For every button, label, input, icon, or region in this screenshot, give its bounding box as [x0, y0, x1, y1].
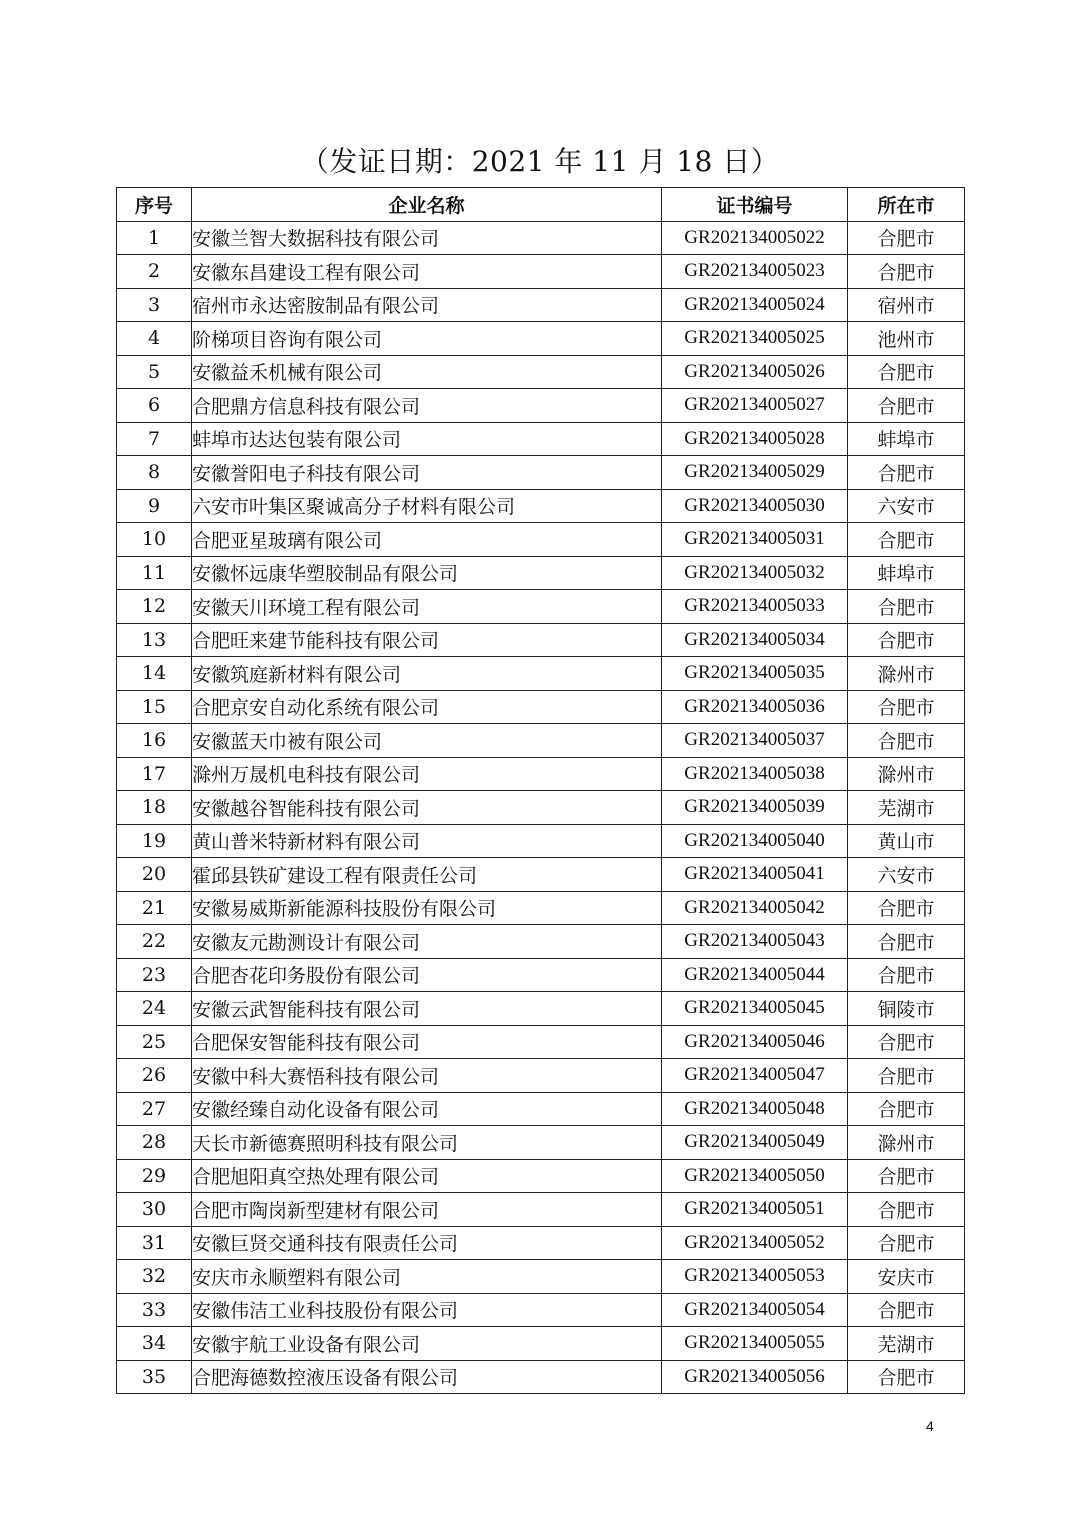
city-cell: 蚌埠市	[848, 422, 965, 456]
company-name-cell: 霍邱县铁矿建设工程有限责任公司	[192, 858, 662, 892]
table-row	[117, 690, 965, 724]
certificate-number-cell: GR202134005025	[662, 322, 848, 356]
table-row	[117, 288, 965, 322]
certificate-number-cell: GR202134005055	[662, 1327, 848, 1361]
company-name-cell: 合肥京安自动化系统有限公司	[192, 690, 662, 724]
serial-number-cell: 3	[117, 288, 192, 322]
company-name-cell: 安徽兰智大数据科技有限公司	[192, 221, 662, 255]
city-cell: 合肥市	[848, 1159, 965, 1193]
table-row	[117, 1260, 965, 1294]
serial-number-cell: 14	[117, 657, 192, 691]
serial-number-cell: 9	[117, 489, 192, 523]
table-row	[117, 1025, 965, 1059]
company-name-cell: 安徽益禾机械有限公司	[192, 355, 662, 389]
certificate-number-cell: GR202134005054	[662, 1293, 848, 1327]
serial-number-cell: 30	[117, 1193, 192, 1227]
company-name-cell: 安徽经臻自动化设备有限公司	[192, 1092, 662, 1126]
certificate-number-cell: GR202134005037	[662, 724, 848, 758]
certificate-number-cell: GR202134005044	[662, 958, 848, 992]
serial-number-cell: 17	[117, 757, 192, 791]
serial-number-cell: 35	[117, 1360, 192, 1394]
certificate-number-cell: GR202134005028	[662, 422, 848, 456]
serial-number-cell: 20	[117, 858, 192, 892]
city-cell: 合肥市	[848, 958, 965, 992]
serial-number-cell: 12	[117, 590, 192, 624]
city-cell: 六安市	[848, 858, 965, 892]
company-name-cell: 安徽筑庭新材料有限公司	[192, 657, 662, 691]
city-cell: 合肥市	[848, 355, 965, 389]
city-cell: 合肥市	[848, 1092, 965, 1126]
serial-number-cell: 31	[117, 1226, 192, 1260]
city-cell: 黄山市	[848, 824, 965, 858]
company-name-cell: 蚌埠市达达包装有限公司	[192, 422, 662, 456]
serial-number-cell: 15	[117, 690, 192, 724]
city-cell: 滁州市	[848, 1126, 965, 1160]
serial-number-cell: 6	[117, 389, 192, 423]
city-cell: 铜陵市	[848, 992, 965, 1026]
company-name-cell: 安徽云武智能科技有限公司	[192, 992, 662, 1026]
certificate-table	[116, 187, 965, 1394]
table-row	[117, 657, 965, 691]
table-row	[117, 456, 965, 490]
certificate-number-cell: GR202134005040	[662, 824, 848, 858]
certificate-number-cell: GR202134005041	[662, 858, 848, 892]
table-row	[117, 1092, 965, 1126]
serial-number-cell: 16	[117, 724, 192, 758]
city-cell: 合肥市	[848, 1193, 965, 1227]
company-name-cell: 安徽越谷智能科技有限公司	[192, 791, 662, 825]
company-name-cell: 安徽宇航工业设备有限公司	[192, 1327, 662, 1361]
table-row	[117, 958, 965, 992]
table-row	[117, 1193, 965, 1227]
company-name-cell: 天长市新德赛照明科技有限公司	[192, 1126, 662, 1160]
company-name-cell: 合肥旺来建节能科技有限公司	[192, 623, 662, 657]
page-number: 4	[926, 1418, 934, 1434]
serial-number-cell: 10	[117, 523, 192, 557]
table-row	[117, 389, 965, 423]
table-row	[117, 1327, 965, 1361]
city-cell: 合肥市	[848, 1293, 965, 1327]
table-row	[117, 992, 965, 1026]
company-name-cell: 合肥保安智能科技有限公司	[192, 1025, 662, 1059]
city-cell: 安庆市	[848, 1260, 965, 1294]
table-row	[117, 791, 965, 825]
serial-number-cell: 1	[117, 221, 192, 255]
certificate-number-cell: GR202134005048	[662, 1092, 848, 1126]
certificate-number-cell: GR202134005036	[662, 690, 848, 724]
company-name-cell: 合肥鼎方信息科技有限公司	[192, 389, 662, 423]
table-row	[117, 590, 965, 624]
company-name-cell: 安徽中科大赛悟科技有限公司	[192, 1059, 662, 1093]
company-name-cell: 安徽东昌建设工程有限公司	[192, 255, 662, 289]
serial-number-cell: 28	[117, 1126, 192, 1160]
city-cell: 六安市	[848, 489, 965, 523]
table-row	[117, 523, 965, 557]
city-cell: 宿州市	[848, 288, 965, 322]
serial-number-cell: 21	[117, 891, 192, 925]
certificate-number-cell: GR202134005030	[662, 489, 848, 523]
table-row	[117, 322, 965, 356]
company-name-cell: 安徽伟洁工业科技股份有限公司	[192, 1293, 662, 1327]
serial-number-cell: 2	[117, 255, 192, 289]
serial-number-cell: 22	[117, 925, 192, 959]
company-name-cell: 合肥亚星玻璃有限公司	[192, 523, 662, 557]
serial-number-cell: 29	[117, 1159, 192, 1193]
serial-number-cell: 5	[117, 355, 192, 389]
table-row	[117, 858, 965, 892]
city-cell: 合肥市	[848, 690, 965, 724]
city-cell: 合肥市	[848, 623, 965, 657]
certificate-number-cell: GR202134005022	[662, 221, 848, 255]
certificate-number-cell: GR202134005049	[662, 1126, 848, 1160]
table-row	[117, 1360, 965, 1394]
table-body	[117, 221, 965, 1394]
serial-number-cell: 4	[117, 322, 192, 356]
city-cell: 合肥市	[848, 221, 965, 255]
certificate-number-cell: GR202134005033	[662, 590, 848, 624]
table-row	[117, 422, 965, 456]
certificate-number-cell: GR202134005053	[662, 1260, 848, 1294]
certificate-number-cell: GR202134005045	[662, 992, 848, 1026]
certificate-number-cell: GR202134005038	[662, 757, 848, 791]
table-row	[117, 757, 965, 791]
table-row	[117, 1226, 965, 1260]
city-cell: 池州市	[848, 322, 965, 356]
serial-number-cell: 18	[117, 791, 192, 825]
serial-number-cell: 19	[117, 824, 192, 858]
city-cell: 滁州市	[848, 657, 965, 691]
header-city: 所在市	[848, 188, 965, 222]
table-row	[117, 724, 965, 758]
serial-number-cell: 26	[117, 1059, 192, 1093]
serial-number-cell: 33	[117, 1293, 192, 1327]
city-cell: 合肥市	[848, 925, 965, 959]
certificate-number-cell: GR202134005032	[662, 556, 848, 590]
table-row	[117, 1159, 965, 1193]
certificate-number-cell: GR202134005023	[662, 255, 848, 289]
header-serial-number: 序号	[117, 188, 192, 222]
certificate-number-cell: GR202134005034	[662, 623, 848, 657]
company-name-cell: 安徽友元勘测设计有限公司	[192, 925, 662, 959]
certificate-number-cell: GR202134005027	[662, 389, 848, 423]
city-cell: 芜湖市	[848, 791, 965, 825]
serial-number-cell: 23	[117, 958, 192, 992]
header-certificate-number: 证书编号	[662, 188, 848, 222]
serial-number-cell: 34	[117, 1327, 192, 1361]
city-cell: 合肥市	[848, 590, 965, 624]
table-row	[117, 1126, 965, 1160]
table-row	[117, 255, 965, 289]
company-name-cell: 安徽蓝天巾被有限公司	[192, 724, 662, 758]
city-cell: 合肥市	[848, 523, 965, 557]
page-title: （发证日期：2021 年 11 月 18 日）	[300, 145, 780, 178]
city-cell: 合肥市	[848, 1059, 965, 1093]
city-cell: 合肥市	[848, 724, 965, 758]
company-name-cell: 宿州市永达密胺制品有限公司	[192, 288, 662, 322]
serial-number-cell: 27	[117, 1092, 192, 1126]
company-name-cell: 合肥杏花印务股份有限公司	[192, 958, 662, 992]
serial-number-cell: 7	[117, 422, 192, 456]
certificate-number-cell: GR202134005031	[662, 523, 848, 557]
certificate-number-cell: GR202134005046	[662, 1025, 848, 1059]
table-row	[117, 623, 965, 657]
company-name-cell: 阶梯项目咨询有限公司	[192, 322, 662, 356]
certificate-number-cell: GR202134005047	[662, 1059, 848, 1093]
city-cell: 合肥市	[848, 389, 965, 423]
table-row	[117, 824, 965, 858]
header-company-name: 企业名称	[192, 188, 662, 222]
company-name-cell: 安徽怀远康华塑胶制品有限公司	[192, 556, 662, 590]
table-row	[117, 925, 965, 959]
company-name-cell: 黄山普米特新材料有限公司	[192, 824, 662, 858]
certificate-number-cell: GR202134005042	[662, 891, 848, 925]
serial-number-cell: 13	[117, 623, 192, 657]
company-name-cell: 滁州万晟机电科技有限公司	[192, 757, 662, 791]
table-row	[117, 1059, 965, 1093]
table-header-row	[117, 188, 965, 222]
serial-number-cell: 32	[117, 1260, 192, 1294]
serial-number-cell: 8	[117, 456, 192, 490]
certificate-number-cell: GR202134005026	[662, 355, 848, 389]
company-name-cell: 六安市叶集区聚诚高分子材料有限公司	[192, 489, 662, 523]
company-name-cell: 安徽誉阳电子科技有限公司	[192, 456, 662, 490]
certificate-number-cell: GR202134005056	[662, 1360, 848, 1394]
city-cell: 滁州市	[848, 757, 965, 791]
serial-number-cell: 25	[117, 1025, 192, 1059]
serial-number-cell: 24	[117, 992, 192, 1026]
city-cell: 芜湖市	[848, 1327, 965, 1361]
certificate-number-cell: GR202134005035	[662, 657, 848, 691]
company-name-cell: 安徽天川环境工程有限公司	[192, 590, 662, 624]
company-name-cell: 合肥旭阳真空热处理有限公司	[192, 1159, 662, 1193]
company-name-cell: 安庆市永顺塑料有限公司	[192, 1260, 662, 1294]
company-name-cell: 安徽巨贤交通科技有限责任公司	[192, 1226, 662, 1260]
city-cell: 合肥市	[848, 891, 965, 925]
certificate-number-cell: GR202134005050	[662, 1159, 848, 1193]
city-cell: 合肥市	[848, 1226, 965, 1260]
certificate-number-cell: GR202134005024	[662, 288, 848, 322]
city-cell: 合肥市	[848, 456, 965, 490]
city-cell: 合肥市	[848, 1025, 965, 1059]
certificate-number-cell: GR202134005043	[662, 925, 848, 959]
company-name-cell: 安徽易威斯新能源科技股份有限公司	[192, 891, 662, 925]
city-cell: 合肥市	[848, 1360, 965, 1394]
table-row	[117, 891, 965, 925]
table-row	[117, 221, 965, 255]
certificate-number-cell: GR202134005052	[662, 1226, 848, 1260]
table-row	[117, 489, 965, 523]
company-name-cell: 合肥海德数控液压设备有限公司	[192, 1360, 662, 1394]
table-row	[117, 355, 965, 389]
certificate-number-cell: GR202134005029	[662, 456, 848, 490]
company-name-cell: 合肥市陶岗新型建材有限公司	[192, 1193, 662, 1227]
table-row	[117, 1293, 965, 1327]
city-cell: 合肥市	[848, 255, 965, 289]
table-row	[117, 556, 965, 590]
serial-number-cell: 11	[117, 556, 192, 590]
certificate-number-cell: GR202134005051	[662, 1193, 848, 1227]
certificate-number-cell: GR202134005039	[662, 791, 848, 825]
city-cell: 蚌埠市	[848, 556, 965, 590]
